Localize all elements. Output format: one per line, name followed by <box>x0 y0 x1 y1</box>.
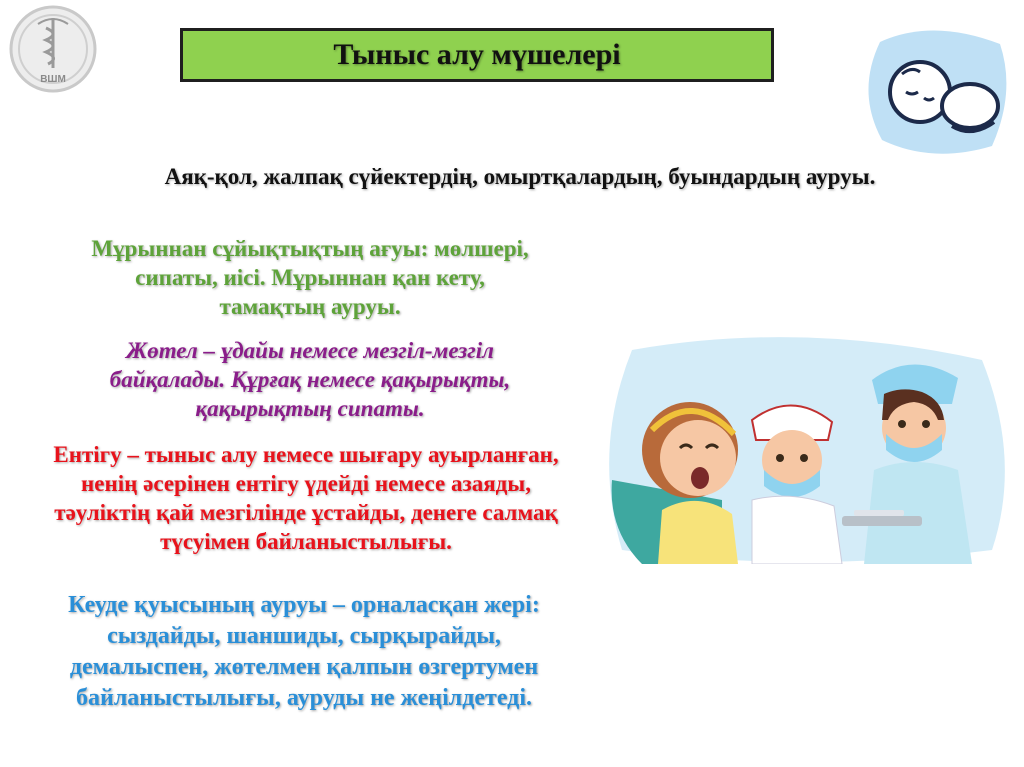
paragraph-line: Кеуде қуысының ауруы – орналасқан жері: <box>68 592 540 618</box>
paragraph-line: сипаты, иісі. Мұрыннан қан кету, <box>135 265 485 290</box>
paragraph-line: Жөтел – ұдайы немесе мезгіл-мезгіл <box>126 338 494 363</box>
paragraph-line: тамақтың ауруы. <box>219 294 401 319</box>
paragraph-nasal-discharge <box>20 234 600 321</box>
paragraph-line: Ентігу – тыныс алу немесе шығару ауырланған, <box>53 442 559 467</box>
paragraph-line: байланыстылығы, ауруды не жеңілдетеді. <box>76 685 532 711</box>
paragraph-line: байқалады. Құрғақ немесе қақырықты, <box>109 367 511 392</box>
page-title: Тыныс алу мүшелері <box>333 38 621 71</box>
doctor-patient-illustration <box>602 330 1010 564</box>
paragraph-line: тәуліктің қай мезгілінде ұстайды, денеге салмақ <box>54 500 558 525</box>
paragraph-line: ненің әсерінен ентігу үдейді немесе азаяды, <box>81 471 531 496</box>
paragraph-chest-pain <box>24 590 584 714</box>
sleeping-baby-icon <box>862 22 1012 160</box>
paragraph-line: Мұрыннан сұйықтықтың ағуы: мөлшері, <box>91 236 529 261</box>
paragraph-line: сыздайды, шаншиды, сырқырайды, <box>107 623 501 649</box>
title-box <box>180 28 774 82</box>
paragraph-line: қақырықтың сипаты. <box>195 396 425 421</box>
paragraph-line: түсуімен байланыстылығы. <box>160 529 452 554</box>
paragraph-line: демалыспен, жөтелмен қалпын өзгертумен <box>69 654 539 680</box>
paragraph-dyspnea <box>6 440 606 556</box>
logo-emblem-icon <box>8 2 98 96</box>
logo-text: ВШМ <box>40 74 66 85</box>
intro-line: Аяқ-қол, жалпақ сүйектердің, омыртқалардың, буындардың ауруы. <box>164 164 876 189</box>
paragraph-cough <box>20 336 600 423</box>
